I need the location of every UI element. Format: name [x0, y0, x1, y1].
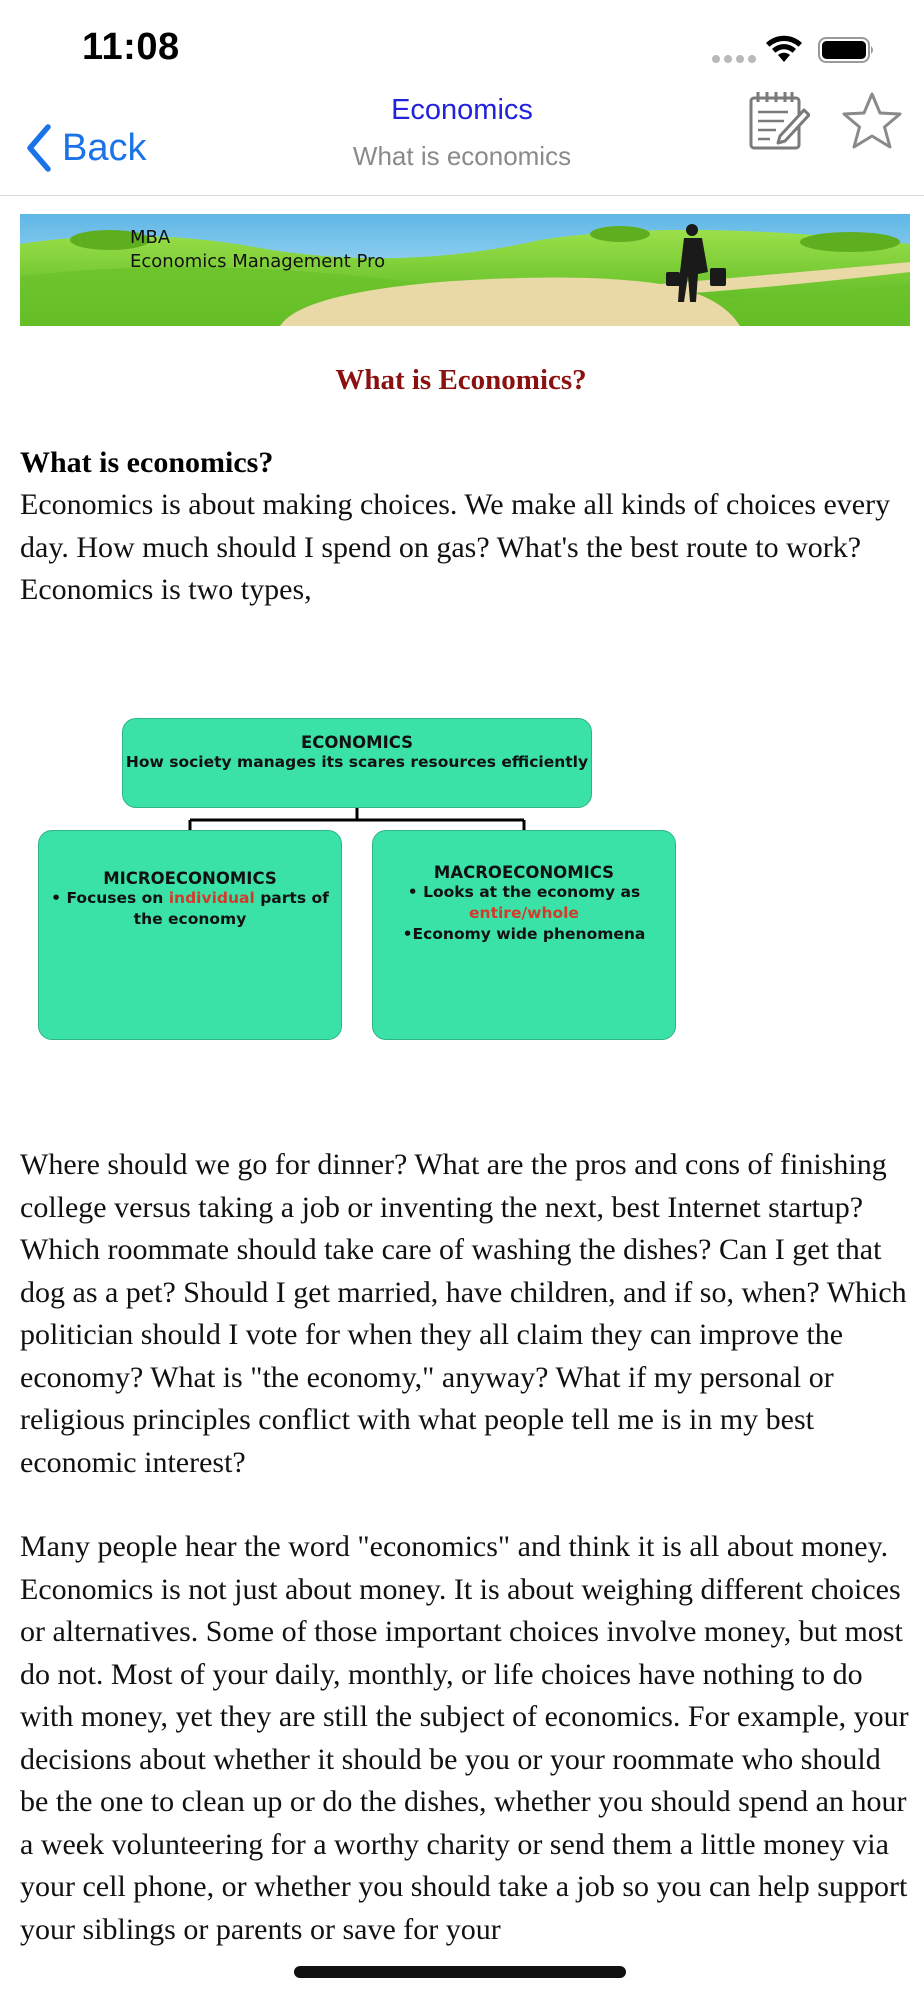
- section-heading: What is economics?: [20, 446, 274, 479]
- paragraph-1: Economics is about making choices. We make all kinds of choices every day. How much should I spend on gas? What's the best route to work? Economics is two types,: [20, 488, 891, 606]
- paragraph-3: Many people hear the word "economics" and think it is all about money. Economics is not just about money. It is about weighing different choices or alternatives. Some of those important choices involve money, but most do not. Most of your daily, monthly, or life choices have nothing to do with money, yet they are still the subject of economics. For example, your decisions about whether it should be you or your roommate who should be the one to clean up or do the dishes, whether you should spend an hour a week volunteering for a worthy charity or send them a little money via your cell phone, or whether you should take a job so you can help support your siblings or parents or save for your: [20, 1530, 909, 1946]
- back-button[interactable]: [24, 120, 146, 176]
- economics-title: ECONOMICS: [300, 733, 414, 752]
- nav-title-group: [262, 92, 662, 172]
- diagram-box-economics: [122, 718, 592, 808]
- banner-text: [130, 226, 385, 274]
- micro-highlight: individual: [168, 889, 255, 907]
- diagram-box-macroeconomics: [372, 830, 676, 1040]
- banner-line1: MBA: [130, 227, 171, 248]
- paragraph-2: Where should we go for dinner? What are the pros and cons of finishing college versus taking a job or inventing the next, best Internet startup? Which roommate should take care of washing the dishes? Can I get that dog as a pet? Should I get married, have children, and if so, when? Which politician should I vote for when they all claim they can improve the economy? What is "the economy," anyway? What if my personal or religious principles conflict with what people tell me is in my best economic interest?: [20, 1148, 907, 1479]
- macroeconomics-line3: •Economy wide phenomena: [402, 925, 646, 943]
- status-time: 11:08: [82, 26, 180, 68]
- nav-title: Economics: [391, 94, 533, 126]
- star-icon[interactable]: [840, 90, 904, 152]
- navigation-bar: [0, 90, 924, 196]
- battery-icon: [818, 36, 876, 64]
- chevron-left-icon: [24, 123, 54, 173]
- back-label: Back: [62, 126, 147, 169]
- nav-subtitle: What is economics: [352, 141, 572, 171]
- home-indicator[interactable]: [294, 1966, 626, 1978]
- diagram-box-microeconomics: [38, 830, 342, 1040]
- microeconomics-line2: the economy: [133, 910, 247, 928]
- page-heading: What is Economics?: [335, 364, 587, 396]
- wifi-icon: [764, 34, 804, 64]
- microeconomics-title: MICROECONOMICS: [103, 869, 277, 888]
- economics-diagram: [36, 716, 700, 1042]
- status-bar: [0, 0, 924, 90]
- notes-icon[interactable]: [746, 90, 810, 152]
- banner-image: [20, 214, 910, 326]
- macroeconomics-title: MACROECONOMICS: [433, 863, 615, 882]
- cellular-signal-icon: [712, 55, 756, 63]
- economics-description: How society manages its scares resources efficiently: [125, 753, 589, 771]
- macro-highlight: entire/whole: [469, 904, 579, 922]
- microeconomics-line1: • Focuses on individual parts of: [51, 889, 329, 907]
- macroeconomics-line1: • Looks at the economy as: [407, 883, 641, 901]
- banner-line2: Economics Management Pro: [130, 251, 386, 272]
